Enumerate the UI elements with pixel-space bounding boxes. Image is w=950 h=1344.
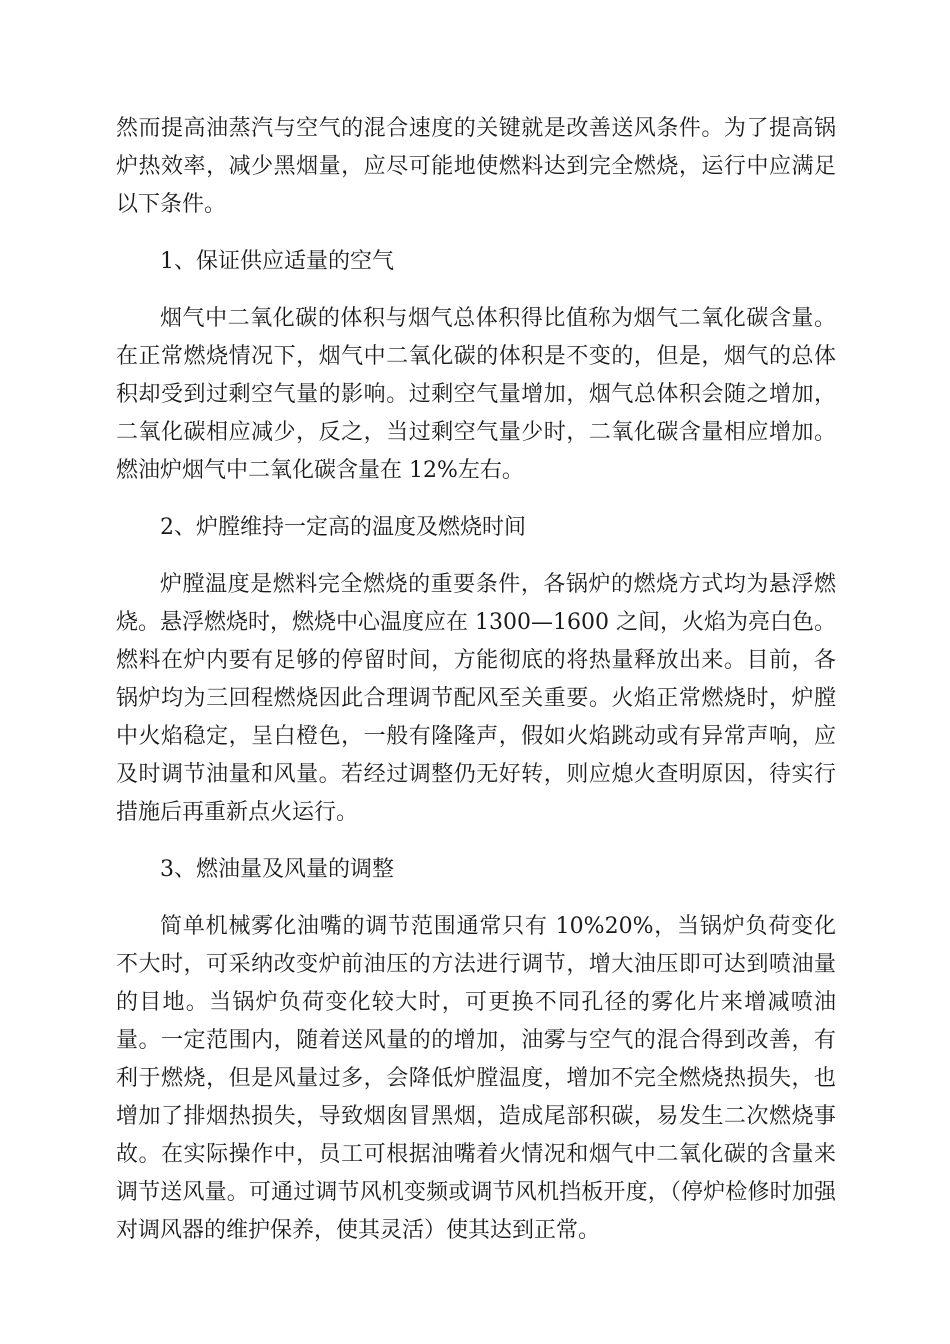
paragraph-section-1: 烟气中二氧化碳的体积与烟气总体积得比值称为烟气二氧化碳含量。在正常燃烧情况下，烟气中二氧化碳的体积是不变的，但是，烟气的总体积却受到过剩空气量的影响。过剩空气量增加，烟气总体积会随之增加，二氧化碳相应减少，反之，当过剩空气量少时，二氧化碳含量相应增加。燃油炉烟气中二氧化碳含量在 12%左右。 — [116, 306, 836, 483]
paragraph-section-2: 炉膛温度是燃料完全燃烧的重要条件，各锅炉的燃烧方式均为悬浮燃烧。悬浮燃烧时，燃烧中心温度应在 1300—1600 之间，火焰为亮白色。燃料在炉内要有足够的停留时间，方能彻底的将热量释放出来。目前，各锅炉均为三回程燃烧因此合理调节配风至关重要。火焰正常燃烧时，炉膛中火焰稳定，呈白橙色，一般有隆隆声，假如火焰跳动或有异常声响，应及时调节油量和风量。若经过调整仍无好转，则应熄火查明原因，待实行措施后再重新点火运行。 — [116, 572, 836, 825]
paragraph-section-3: 简单机械雾化油嘴的调节范围通常只有 10%20%，当锅炉负荷变化不大时，可采纳改变炉前油压的方法进行调节，增大油压即可达到喷油量的目地。当锅炉负荷变化较大时，可更换不同孔径的雾化片来增减喷油量。一定范围内，随着送风量的的增加，油雾与空气的混合得到改善，有利于燃烧，但是风量过多，会降低炉膛温度，增加不完全燃烧热损失，也增加了排烟热损失，导致烟囱冒黑烟，造成尾部积碳，易发生二次燃烧事故。在实际操作中，员工可根据油嘴着火情况和烟气中二氧化碳的含量来调节送风量。可通过调节风机变频或调节风机挡板开度，（停炉检修时加强对调风器的维护保养，使其灵活）使其达到正常。 — [116, 914, 836, 1243]
section-heading-2: 2、炉膛维持一定高的温度及燃烧时间 — [160, 515, 526, 540]
document-body — [116, 110, 836, 1269]
section-heading-3: 3、燃油量及风量的调整 — [160, 857, 394, 882]
paragraph-intro-continuation: 然而提高油蒸汽与空气的混合速度的关键就是改善送风条件。为了提高锅炉热效率，减少黑烟量，应尽可能地使燃料达到完全燃烧，运行中应满足以下条件。 — [116, 116, 836, 217]
section-heading-1: 1、保证供应适量的空气 — [160, 249, 394, 274]
